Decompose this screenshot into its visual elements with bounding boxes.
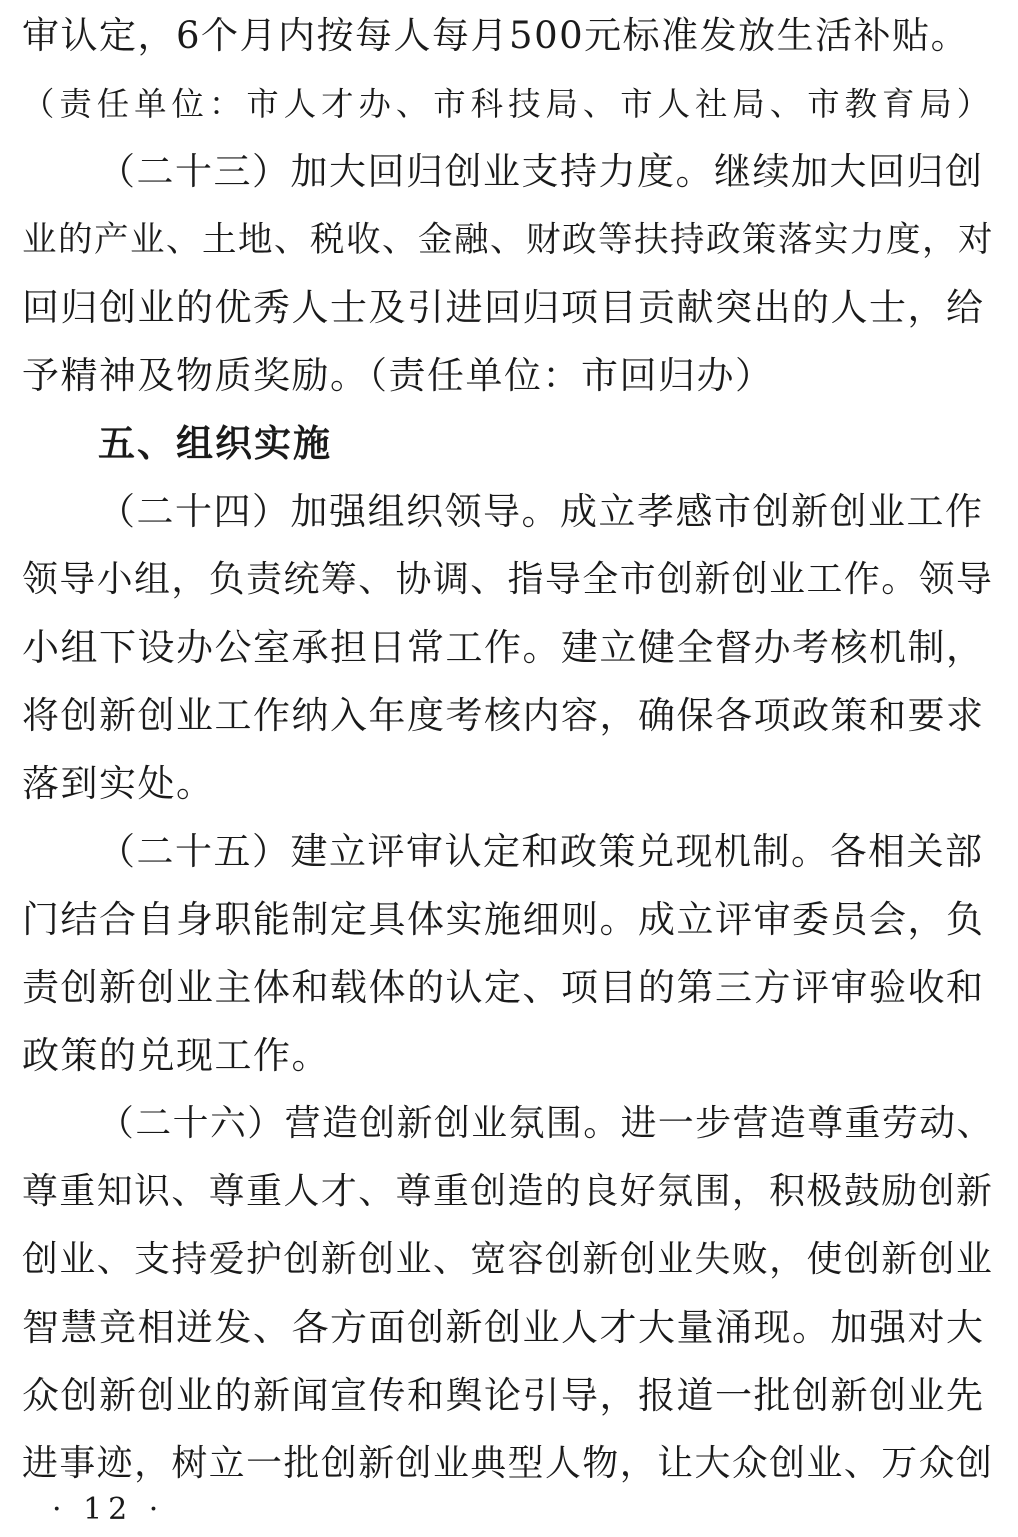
text-line-15: 责创新创业主体和载体的认定、项目的第三方评审验收和 xyxy=(22,966,985,1009)
text-line-10: 小组下设办公室承担日常工作。建立健全督办考核机制， xyxy=(22,626,985,669)
text-line-4: 业的产业、土地、税收、金融、财政等扶持政策落实力度，对 xyxy=(22,220,994,260)
text-line-14: 门结合自身职能制定具体实施细则。成立评审委员会，负 xyxy=(22,898,985,941)
text-line-11: 将创新创业工作纳入年度考核内容，确保各项政策和要求 xyxy=(22,694,985,737)
text-line-9: 领导小组，负责统筹、协调、指导全市创新创业工作。领导 xyxy=(22,559,994,600)
text-line-2: （责任单位：市人才办、市科技局、市人社局、市教育局） xyxy=(22,85,995,123)
text-line-21: 众创新创业的新闻宣传和舆论引导，报道一批创新创业先 xyxy=(22,1374,985,1417)
page-number: · 12 · xyxy=(52,1492,165,1527)
text-line-19: 创业、支持爱护创新创业、宽容创新创业失败，使创新创业 xyxy=(22,1239,994,1280)
text-line-22: 进事迹，树立一批创新创业典型人物，让大众创业、万众创 xyxy=(22,1443,994,1484)
text-line-12: 落到实处。 xyxy=(22,762,215,805)
text-line-6: 予精神及物质奖励。（责任单位：市回归办） xyxy=(22,354,774,397)
text-line-1: 审认定，6个月内按每人每月500元标准发放生活补贴。 xyxy=(22,14,970,57)
text-line-16: 政策的兑现工作。 xyxy=(22,1034,330,1077)
paragraph-25-title: （二十五）建立评审认定和政策兑现机制。各相关部 xyxy=(98,830,984,873)
section-heading: 五、组织实施 xyxy=(98,422,332,465)
paragraph-26-title: （二十六）营造创新创业氛围。进一步营造尊重劳动、 xyxy=(98,1103,994,1144)
text-line-5: 回归创业的优秀人士及引进回归项目贡献突出的人士，给 xyxy=(22,286,985,329)
text-line-20: 智慧竞相迸发、各方面创新创业人才大量涌现。加强对大 xyxy=(22,1306,985,1349)
text-line-18: 尊重知识、尊重人才、尊重创造的良好氛围，积极鼓励创新 xyxy=(22,1171,994,1212)
paragraph-23-title: （二十三）加大回归创业支持力度。继续加大回归创 xyxy=(98,150,984,193)
paragraph-24-title: （二十四）加强组织领导。成立孝感市创新创业工作 xyxy=(98,490,984,533)
